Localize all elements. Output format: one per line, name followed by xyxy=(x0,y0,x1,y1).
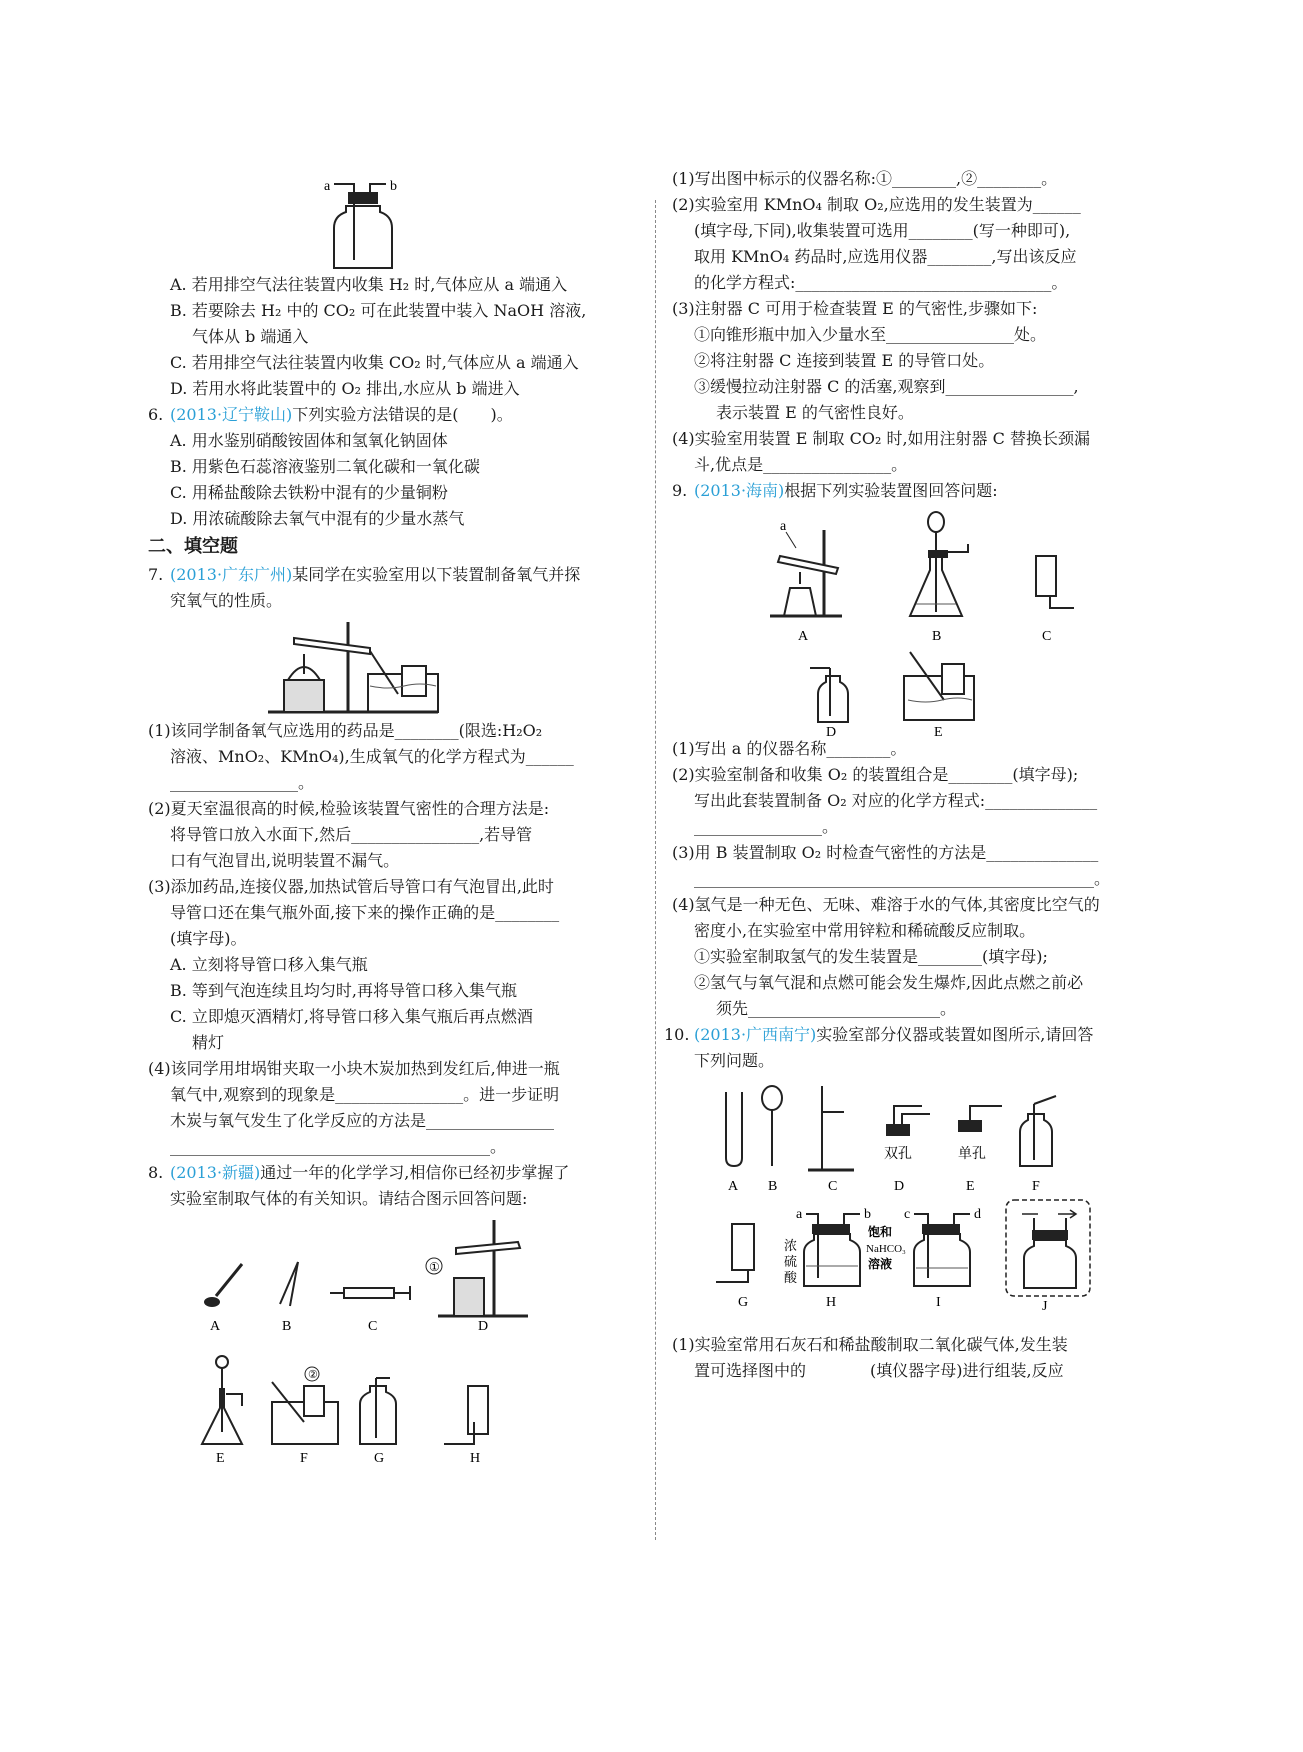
q9-line-11: 须先________________________。 xyxy=(716,999,957,1018)
q8-item-b-tweezers xyxy=(280,1262,298,1306)
section-heading-fill-in: 二、填空题 xyxy=(148,536,238,557)
q7-stem-cont: 究氧气的性质。 xyxy=(170,591,283,610)
q8-item-h-inverted-bottle xyxy=(444,1386,488,1444)
q5-option-d: D. 若用水将此装置中的 O₂ 排出,水应从 b 端进入 xyxy=(170,379,520,398)
q7-line-17: ________________________________________。 xyxy=(170,1137,507,1156)
q7-option-c-cont: 精灯 xyxy=(192,1033,225,1052)
q5-option-b-cont: 气体从 b 端通入 xyxy=(192,327,309,346)
q10-e-text: 单孔 xyxy=(958,1147,986,1162)
q8-item-a-spoon xyxy=(204,1264,242,1307)
q10-label-e: E xyxy=(966,1179,975,1194)
q10-h-text-1: 浓 xyxy=(784,1238,798,1253)
q9-label-b: B xyxy=(932,629,942,644)
q9-label-e: E xyxy=(934,725,943,736)
q7-line-9: (填字母)。 xyxy=(170,929,247,948)
q10-label-j: J xyxy=(1042,1299,1048,1314)
right-column xyxy=(664,166,1160,1384)
q8-line-10: 表示装置 E 的气密性良好。 xyxy=(716,403,914,422)
q9-stem xyxy=(672,478,1160,504)
q10-h-text-3: 酸 xyxy=(784,1270,798,1285)
q8-item-f-trough xyxy=(272,1367,338,1444)
q10-port-c: c xyxy=(904,1207,911,1222)
q5-option-c: C. 若用排空气法往装置内收集 CO₂ 时,气体应从 a 端通入 xyxy=(170,353,579,372)
q8-mark-2: ② xyxy=(308,1369,318,1381)
q10-label-d: D xyxy=(894,1179,905,1194)
q7-line-3: ________________。 xyxy=(170,773,315,792)
q9-line-6: __________________________________________________。 xyxy=(694,869,1111,888)
q10-item-a-test-tube xyxy=(726,1092,742,1166)
q9-item-a-heating xyxy=(770,519,842,616)
q8-label-c: C xyxy=(368,1319,378,1334)
q10-item-j-bottle-box xyxy=(1006,1200,1090,1296)
q10-source: (2013·广西南宁) xyxy=(694,1025,817,1044)
q10-item-f-bottle xyxy=(1020,1096,1056,1166)
q8-line-7: ①向锥形瓶中加入少量水至________________处。 xyxy=(694,325,1047,344)
q7-option-a: A. 立刻将导管口移入集气瓶 xyxy=(170,955,368,974)
q9-line-3: 写出此套装置制备 O₂ 对应的化学方程式:______________ xyxy=(694,791,1098,810)
q6-number: 6. xyxy=(148,405,164,424)
q8-mark-1: ① xyxy=(429,1260,440,1274)
q8-label-e: E xyxy=(216,1451,225,1462)
q9-line-9: ①实验室制取氢气的发生装置是________(填字母); xyxy=(694,947,1048,966)
q7-stem-text: 某同学在实验室用以下装置制备氧气并探 xyxy=(292,565,581,584)
q8-label-b: B xyxy=(282,1319,292,1334)
q8-line-9: ③缓慢拉动注射器 C 的活塞,观察到________________, xyxy=(694,377,1079,396)
q10-item-h-wash-bottle xyxy=(784,1207,871,1286)
q10-item-d-double-stopper xyxy=(886,1106,930,1136)
q9-apparatus-figure xyxy=(672,504,1160,736)
q10-port-b: b xyxy=(864,1207,871,1222)
q8-stem-cont: 实验室制取气体的有关知识。请结合图示回答问题: xyxy=(170,1189,528,1208)
q7-option-b: B. 等到气泡连续且均匀时,再将导管口移入集气瓶 xyxy=(170,981,518,1000)
q9-line-7: (4)氢气是一种无色、无味、难溶于水的气体,其密度比空气的 xyxy=(672,895,1100,914)
q10-i-text-3: 溶液 xyxy=(868,1257,893,1271)
q6-stem-text: 下列实验方法错误的是( )。 xyxy=(292,405,513,424)
q10-label-a: A xyxy=(728,1179,739,1194)
q10-stem-text: 实验室部分仪器或装置如图所示,请回答 xyxy=(816,1025,1094,1044)
q5-option-a: A. 若用排空气法往装置内收集 H₂ 时,气体应从 a 端通入 xyxy=(170,275,568,294)
q7-apparatus-figure xyxy=(148,614,642,718)
q10-stem xyxy=(664,1022,1160,1048)
q8-line-2: (2)实验室用 KMnO₄ 制取 O₂,应选用的发生装置为______ xyxy=(672,195,1081,214)
q10-label-h: H xyxy=(826,1295,837,1310)
q9-line-4: ________________。 xyxy=(694,817,839,836)
q9-line-5: (3)用 B 装置制取 O₂ 时检查气密性的方法是______________ xyxy=(672,843,1099,862)
q10-label-b: B xyxy=(768,1179,778,1194)
q8-line-11: (4)实验室用装置 E 制取 CO₂ 时,如用注射器 C 替换长颈漏 xyxy=(672,429,1090,448)
q8-number: 8. xyxy=(148,1163,164,1182)
q8-source: (2013·新疆) xyxy=(170,1163,261,1182)
q8-label-d: D xyxy=(478,1319,489,1334)
q8-stem-text: 通过一年的化学学习,相信你已经初步掌握了 xyxy=(260,1163,570,1182)
q10-label-c: C xyxy=(828,1179,838,1194)
q8-apparatus-figure xyxy=(148,1212,642,1462)
q9-line-10: ②氢气与氧气混和点燃可能会发生爆炸,因此点燃之前必 xyxy=(694,973,1084,992)
q7-line-1: (1)该同学制备氧气应选用的药品是________(限选:H₂O₂ xyxy=(148,721,543,740)
q9-line-8: 密度小,在实验室中常用锌粒和稀硫酸反应制取。 xyxy=(694,921,1036,940)
q10-i-text-1: 饱和 xyxy=(868,1225,893,1239)
q5-port-b-label: b xyxy=(390,179,397,194)
q5-option-b: B. 若要除去 H₂ 中的 CO₂ 可在此装置中装入 NaOH 溶液, xyxy=(170,301,587,320)
q9-label-a: A xyxy=(798,629,809,644)
left-column xyxy=(148,176,642,1462)
q9-item-c-inverted xyxy=(1036,556,1074,608)
q10-line-2: 置可选择图中的 (填仪器字母)进行组装,反应 xyxy=(694,1361,1064,1380)
q9-label-c: C xyxy=(1042,629,1052,644)
q10-item-g-inverted xyxy=(716,1224,754,1282)
q9-label-d: D xyxy=(826,725,837,736)
q7-source: (2013·广东广州) xyxy=(170,565,293,584)
q10-stem-cont: 下列问题。 xyxy=(694,1051,775,1070)
q10-label-i: I xyxy=(936,1295,941,1310)
q8-line-3: (填字母,下同),收集装置可选用________(写一种即可), xyxy=(694,221,1071,240)
q7-stem xyxy=(148,562,642,588)
q8-item-g-bottle xyxy=(360,1378,396,1444)
q7-option-c: C. 立即熄灭酒精灯,将导管口移入集气瓶后再点燃酒 xyxy=(170,1007,533,1026)
q9-item-d-bottle xyxy=(810,668,848,722)
q8-item-c-syringe xyxy=(330,1286,410,1300)
column-divider xyxy=(655,200,656,1540)
q8-label-g: G xyxy=(374,1451,385,1462)
q10-h-text-2: 硫 xyxy=(784,1254,798,1269)
q5-port-a-label: a xyxy=(324,179,331,194)
q7-line-16: 木炭与氧气发生了化学反应的方法是________________ xyxy=(170,1111,555,1130)
q8-label-f: F xyxy=(300,1451,308,1462)
q8-line-1: (1)写出图中标示的仪器名称:①________,②________。 xyxy=(672,169,1058,188)
q9-mark-a: a xyxy=(780,519,787,534)
q7-line-15: 氧气中,观察到的现象是________________。进一步证明 xyxy=(170,1085,560,1104)
q10-item-i-wash-bottle xyxy=(866,1207,981,1286)
q6-stem xyxy=(148,402,642,428)
q6-source: (2013·辽宁鞍山) xyxy=(170,405,293,424)
q6-option-d: D. 用浓硫酸除去氧气中混有的少量水蒸气 xyxy=(170,509,465,528)
q7-line-8: 导管口还在集气瓶外面,接下来的操作正确的是________ xyxy=(170,903,560,922)
q10-item-b-funnel xyxy=(762,1086,782,1166)
q10-i-text-2: NaHCO₃ xyxy=(866,1243,906,1255)
q7-line-14: (4)该同学用坩埚钳夹取一小块木炭加热到发红后,伸进一瓶 xyxy=(148,1059,560,1078)
q8-stem xyxy=(148,1160,642,1186)
q6-option-c: C. 用稀盐酸除去铁粉中混有的少量铜粉 xyxy=(170,483,448,502)
q8-line-6: (3)注射器 C 可用于检查装置 E 的气密性,步骤如下: xyxy=(672,299,1038,318)
q10-item-e-single-stopper xyxy=(958,1106,1002,1132)
q8-label-a: A xyxy=(210,1319,221,1334)
q7-line-2: 溶液、MnO₂、KMnO₄),生成氧气的化学方程式为______ xyxy=(170,747,574,766)
q8-label-h: H xyxy=(470,1451,481,1462)
q10-line-1: (1)实验室常用石灰石和稀盐酸制取二氧化碳气体,发生装 xyxy=(672,1335,1068,1354)
q5-gas-bottle-figure xyxy=(148,176,642,272)
q8-item-e-flask xyxy=(202,1356,242,1444)
q10-port-d: d xyxy=(974,1207,981,1222)
q10-d-text: 双孔 xyxy=(884,1147,912,1162)
q9-number: 9. xyxy=(672,481,688,500)
q7-line-7: (3)添加药品,连接仪器,加热试管后导管口有气泡冒出,此时 xyxy=(148,877,554,896)
q10-label-g: G xyxy=(738,1295,749,1310)
q9-stem-text: 根据下列实验装置图回答问题: xyxy=(784,481,998,500)
q7-number: 7. xyxy=(148,565,164,584)
q10-item-c-stand xyxy=(808,1086,854,1170)
q8-line-8: ②将注射器 C 连接到装置 E 的导管口处。 xyxy=(694,351,995,370)
q6-option-a: A. 用水鉴别硝酸铵固体和氢氧化钠固体 xyxy=(170,431,448,450)
q8-item-d-heating-setup xyxy=(426,1220,528,1316)
q7-line-6: 口有气泡冒出,说明装置不漏气。 xyxy=(170,851,400,870)
q7-line-5: 将导管口放入水面下,然后________________,若导管 xyxy=(170,825,533,844)
q10-label-f: F xyxy=(1032,1179,1040,1194)
q9-line-2: (2)实验室制备和收集 O₂ 的装置组合是________(填字母); xyxy=(672,765,1079,784)
q9-item-e-trough xyxy=(904,652,974,720)
q9-item-b-flask xyxy=(910,512,968,616)
q9-source: (2013·海南) xyxy=(694,481,785,500)
q6-option-b: B. 用紫色石蕊溶液鉴别二氧化碳和一氧化碳 xyxy=(170,457,480,476)
q10-number: 10. xyxy=(664,1025,690,1044)
q8-line-4: 取用 KMnO₄ 药品时,应选用仪器________,写出该反应 xyxy=(694,247,1077,266)
q10-port-a: a xyxy=(796,1207,803,1222)
q8-line-12: 斗,优点是________________。 xyxy=(694,455,908,474)
q7-line-4: (2)夏天室温很高的时候,检验该装置气密性的合理方法是: xyxy=(148,799,550,818)
q8-line-5: 的化学方程式:________________________________。 xyxy=(694,273,1068,292)
q10-apparatus-figure xyxy=(672,1074,1160,1332)
q9-line-1: (1)写出 a 的仪器名称________。 xyxy=(672,739,907,758)
